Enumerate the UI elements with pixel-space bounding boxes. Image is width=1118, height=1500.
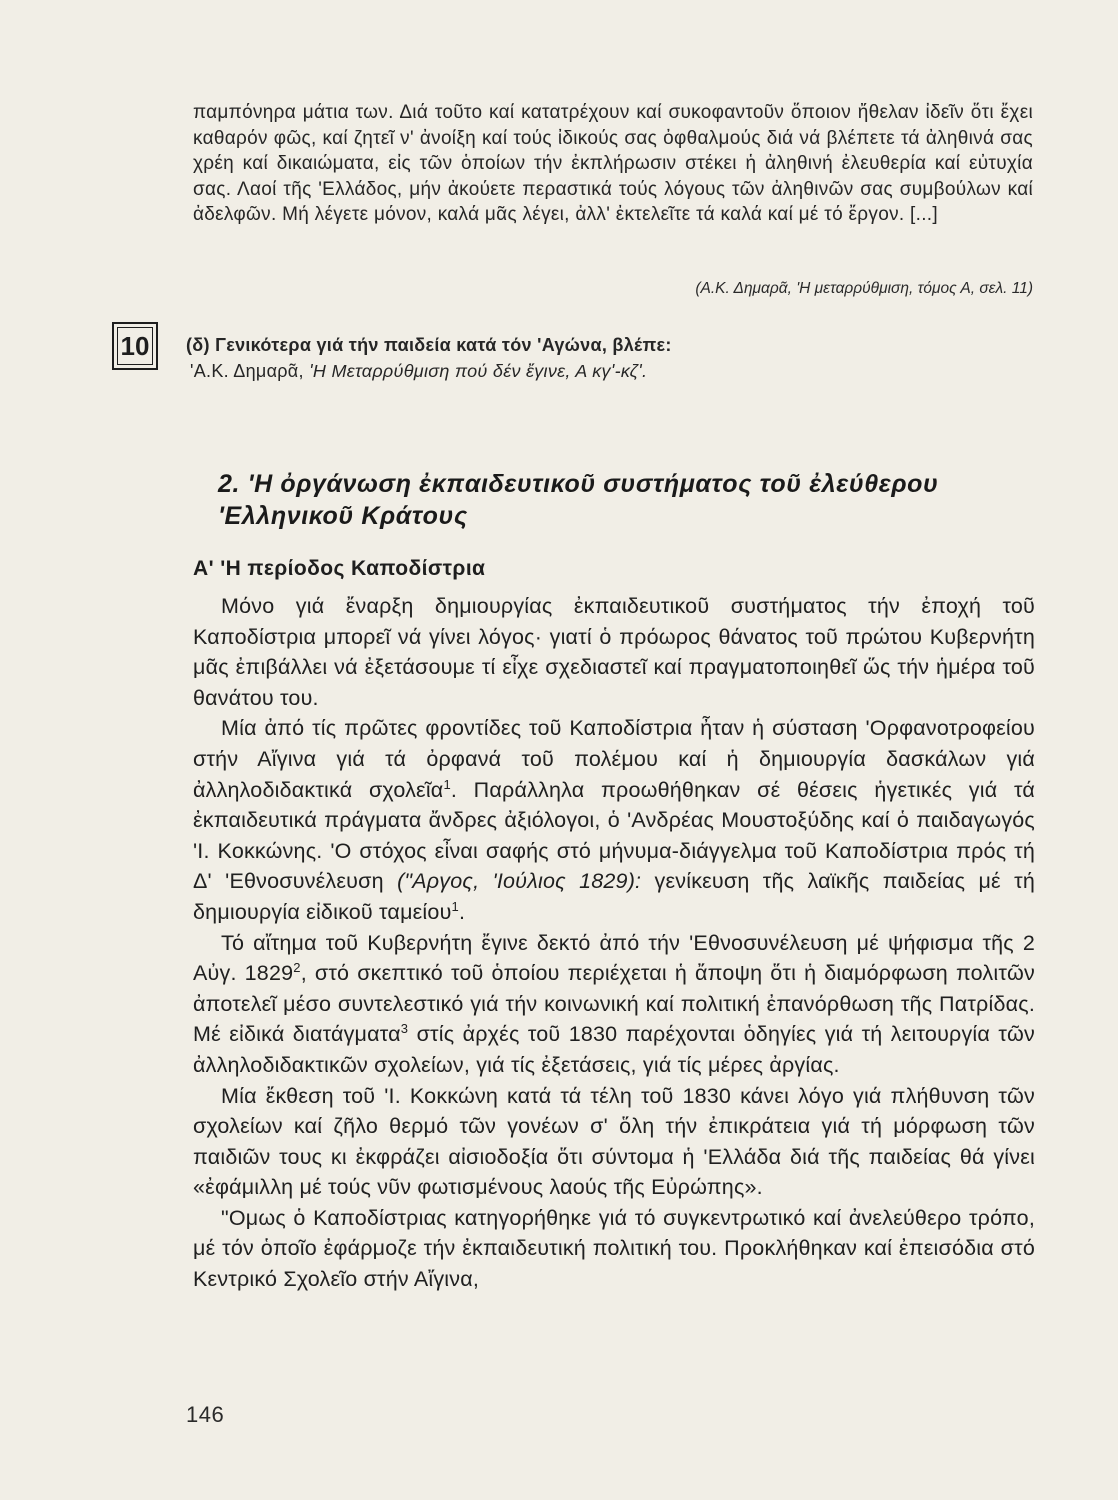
page-number: 146 — [186, 1402, 225, 1427]
section-title: 2. 'Η ὀργάνωση ἐκπαιδευτικοῦ συστήματος τοῦ ἐλεύθερου 'Ελληνικοῦ Κράτους — [218, 470, 939, 530]
paragraph-4: Μία ἔκθεση τοῦ 'Ι. Κοκκώνη κατά τά τέλη τοῦ 1830 κάνει λόγο γιά πλήθυνση τῶν σχολείων καί ζῆλο θερμό τῶν γονέων σ' ὅλη τήν ἐπικράτεια γιά τή μόρφωση τῶν παιδιῶν τους κι ἐκφράζει αἰσιοδοξία ὅτι σύντομα ἡ 'Ελλάδα διά τῆς παιδείας θά γίνει «ἐφάμιλλη μέ τούς νῦν φωτισμένους λαούς τῆς Εὐρώπης». — [193, 1083, 1035, 1200]
section-marker-number: 10 — [120, 330, 150, 361]
body-text — [193, 591, 1035, 1295]
footnote-ref: 1 — [451, 898, 459, 914]
paragraph-2-end: . — [458, 899, 466, 924]
paragraph-3-text-c: στίς ἀρχές τοῦ 1830 παρέχονται ὁδηγίες γιά τή λειτουργία τῶν ἀλληλοδιδακτικῶν σχολείων, γιά τίς ἐξετάσεις, γιά τίς μέρες ἀργίας. — [193, 1022, 1035, 1077]
quote-citation: (Α.Κ. Δημαρᾶ, 'Η μεταρρύθμιση, τόμος Α, σελ. 11) — [695, 280, 1033, 297]
reference-note-heading: (δ) Γενικότερα γιά τήν παιδεία κατά τόν 'Αγώνα, βλέπε: — [186, 335, 672, 355]
subsection-title: Α' 'Η περίοδος Καποδίστρια — [193, 557, 486, 580]
paragraph-2-italic: ("Αργος, 'Ιούλιος 1829): — [383, 869, 642, 894]
section-marker-box — [112, 322, 158, 370]
paragraph-3-text-a: Τό αἴτημα τοῦ Κυβερνήτη ἔγινε δεκτό ἀπό τήν 'Εθνοσυνέλευση μέ ψήφισμα τῆς 2 Αὐγ. 1829 — [193, 930, 1035, 986]
paragraph-5: "Ομως ὁ Καποδίστριας κατηγορήθηκε γιά τό συγκεντρωτικό καί ἀνελεύθερο τρόπο, μέ τόν ὁποῖο ἐφάρμοζε τήν ἐκπαιδευτική πολιτική του. Προκλήθηκαν καί ἐπεισόδια στό Κεντρικό Σχολεῖο στήν Αἴγινα, — [193, 1205, 1035, 1292]
paragraph-3 — [193, 928, 1035, 1081]
reference-note-citation — [186, 358, 1036, 384]
footnote-ref: 1 — [443, 776, 451, 792]
footnote-ref: 3 — [400, 1021, 409, 1037]
paragraph-2 — [193, 713, 1035, 927]
reference-title: 'Η Μεταρρύθμιση πού δέν ἔγινε, Α κγ'-κζ'. — [309, 361, 648, 381]
footnote-ref: 2 — [293, 959, 301, 975]
paragraph-2-text-c: γενίκευση τῆς λαϊκῆς παιδείας μέ τή δημιουργία εἰδικοῦ ταμείου — [193, 869, 1035, 924]
quoted-passage: παμπόνηρα μάτια των. Διά τοῦτο καί κατατρέχουν καί συκοφαντοῦν ὅποιον ἤθελαν ἰδεῖν ὅτι ἔχει καθαρόν φῶς, καί ζητεῖ ν' ἀνοίξη καί τούς ἰδικούς σας ὀφθαλμούς διά νά βλέπετε τά ἀληθινά σας χρέη καί δικαιώματα, εἰς τῶν ὁποίων τήν ἐκπλήρωσιν στέκει ἡ ἀληθινή ἐλευθερία καί εὐτυχία σας. Λαοί τῆς 'Ελλάδος, μήν ἀκούετε περαστικά τούς λόγους τῶν ἀληθινῶν σας συμβούλων καί ἀδελφῶν. Μή λέγετε μόνον, καλά μᾶς λέγει, ἀλλ' ἐκτελεῖτε τά καλά καί μέ τό ἔργον. [...] — [193, 102, 1033, 225]
reference-note — [186, 332, 1036, 384]
paragraph-1: Μόνο γιά ἔναρξη δημιουργίας ἐκπαιδευτικοῦ συστήματος τήν ἐποχή τοῦ Καποδίστρια μπορεῖ νά γίνει λόγος· γιατί ὁ πρόωρος θάνατος τοῦ πρώτου Κυβερνήτη μᾶς ἐπιβάλλει νά ἐξετάσουμε τί εἶχε σχεδιαστεῖ καί πραγματοποιηθεῖ ὥς τήν ἡμέρα τοῦ θανάτου του. — [193, 594, 1035, 710]
paragraph-2-text-a: Μία ἀπό τίς πρῶτες φροντίδες τοῦ Καποδίστρια ἦταν ἡ σύσταση 'Ορφανοτροφείου στήν Αἴγινα γιά τά ὀρφανά τοῦ πολέμου καί ἡ δημιουργία δασκάλων γιά ἀλληλοδιδακτικά σχολεῖα — [193, 716, 1035, 802]
reference-author: 'Α.Κ. Δημαρᾶ, — [190, 361, 304, 381]
paragraph-3-text-b: , στό σκεπτικό τοῦ ὁποίου περιέχεται ἡ ἄποψη ὅτι ἡ διαμόρφωση πολιτῶν ἀποτελεῖ μέσο συντελεστικό γιά τήν κοινωνική καί πολιτική ἐπανόρθωση τῆς Πατρίδας. Μέ εἰδικά διατάγματα — [193, 961, 1035, 1047]
paragraph-2-text-b: . Παράλληλα προωθήθηκαν σέ θέσεις ἡγετικές γιά τά ἐκπαιδευτικά πράγματα ἄνδρες ἀξιόλογοι, ὁ 'Ανδρέας Μουστοξύδης καί ὁ παιδαγωγός 'Ι. Κοκκώνης. 'Ο στόχος εἶναι σαφής στό μήνυμα-διάγγελμα τοῦ Καποδίστρια πρός τή Δ' 'Εθνοσυνέλευση — [193, 777, 1035, 894]
